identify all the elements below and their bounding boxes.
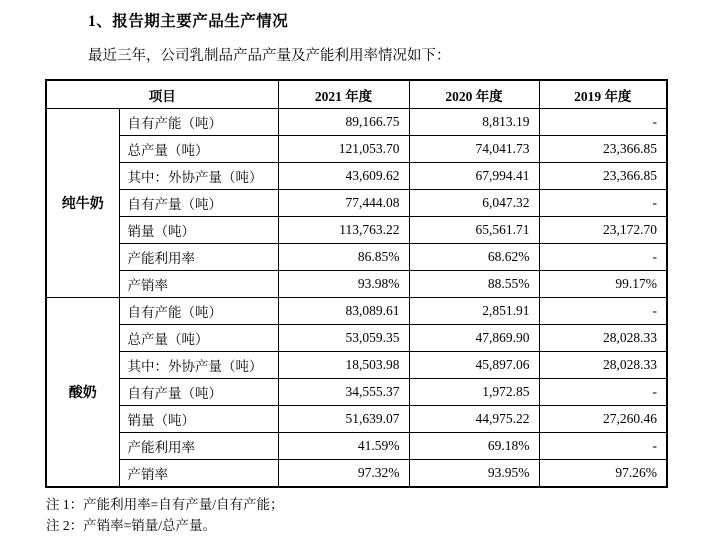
cell-2019: - bbox=[539, 433, 667, 460]
group-cell-pure-milk: 纯牛奶 bbox=[46, 109, 119, 298]
table-row bbox=[46, 163, 667, 190]
cell-2019: 28,028.33 bbox=[539, 325, 667, 352]
cell-2019: 97.26% bbox=[539, 460, 667, 488]
row-item-label: 自有产能（吨） bbox=[119, 298, 278, 325]
cell-2021: 41.59% bbox=[278, 433, 409, 460]
cell-2019: 23,172.70 bbox=[539, 217, 667, 244]
production-table bbox=[45, 79, 668, 488]
cell-2021: 97.32% bbox=[278, 460, 409, 488]
cell-2021: 34,555.37 bbox=[278, 379, 409, 406]
cell-2020: 74,041.73 bbox=[409, 136, 539, 163]
table-row bbox=[46, 244, 667, 271]
cell-2020: 8,813.19 bbox=[409, 109, 539, 136]
row-item-label: 自有产能（吨） bbox=[119, 109, 278, 136]
cell-2021: 77,444.08 bbox=[278, 190, 409, 217]
table-row bbox=[46, 433, 667, 460]
cell-2020: 6,047.32 bbox=[409, 190, 539, 217]
row-item-label: 自有产量（吨） bbox=[119, 379, 278, 406]
cell-2021: 113,763.22 bbox=[278, 217, 409, 244]
table-row bbox=[46, 271, 667, 298]
row-item-label: 销量（吨） bbox=[119, 217, 278, 244]
cell-2020: 47,869.90 bbox=[409, 325, 539, 352]
cell-2021: 83,089.61 bbox=[278, 298, 409, 325]
table-row bbox=[46, 190, 667, 217]
cell-2019: 23,366.85 bbox=[539, 163, 667, 190]
cell-2021: 18,503.98 bbox=[278, 352, 409, 379]
table-row bbox=[46, 379, 667, 406]
cell-2019: 99.17% bbox=[539, 271, 667, 298]
row-item-label: 总产量（吨） bbox=[119, 136, 278, 163]
cell-2019: 27,260.46 bbox=[539, 406, 667, 433]
cell-2020: 65,561.71 bbox=[409, 217, 539, 244]
footnote-1: 注 1：产能利用率=自有产量/自有产能； bbox=[46, 497, 284, 512]
cell-2020: 1,972.85 bbox=[409, 379, 539, 406]
row-item-label: 产能利用率 bbox=[119, 433, 278, 460]
row-item-label: 产销率 bbox=[119, 271, 278, 298]
cell-2020: 88.55% bbox=[409, 271, 539, 298]
cell-2021: 121,053.70 bbox=[278, 136, 409, 163]
row-item-label: 其中：外协产量（吨） bbox=[119, 163, 278, 190]
header-2019: 2019 年度 bbox=[539, 80, 667, 109]
cell-2019: 28,028.33 bbox=[539, 352, 667, 379]
header-item: 项目 bbox=[46, 80, 278, 109]
row-item-label: 总产量（吨） bbox=[119, 325, 278, 352]
cell-2019: - bbox=[539, 244, 667, 271]
cell-2019: - bbox=[539, 190, 667, 217]
table-row bbox=[46, 109, 667, 136]
row-item-label: 销量（吨） bbox=[119, 406, 278, 433]
cell-2020: 67,994.41 bbox=[409, 163, 539, 190]
cell-2021: 89,166.75 bbox=[278, 109, 409, 136]
section-subtitle: 最近三年，公司乳制品产品产量及产能利用率情况如下： bbox=[88, 48, 451, 64]
table-row bbox=[46, 352, 667, 379]
table-row bbox=[46, 406, 667, 433]
row-item-label: 自有产量（吨） bbox=[119, 190, 278, 217]
table-row bbox=[46, 136, 667, 163]
header-2021: 2021 年度 bbox=[278, 80, 409, 109]
cell-2020: 93.95% bbox=[409, 460, 539, 488]
table-row bbox=[46, 298, 667, 325]
cell-2021: 86.85% bbox=[278, 244, 409, 271]
header-2020: 2020 年度 bbox=[409, 80, 539, 109]
group-cell-yogurt: 酸奶 bbox=[46, 298, 119, 488]
cell-2019: - bbox=[539, 298, 667, 325]
footnotes bbox=[46, 494, 711, 536]
table-row bbox=[46, 325, 667, 352]
cell-2021: 93.98% bbox=[278, 271, 409, 298]
cell-2020: 2,851.91 bbox=[409, 298, 539, 325]
header-row bbox=[46, 80, 667, 109]
cell-2020: 69.18% bbox=[409, 433, 539, 460]
cell-2020: 44,975.22 bbox=[409, 406, 539, 433]
row-item-label: 其中：外协产量（吨） bbox=[119, 352, 278, 379]
cell-2020: 45,897.06 bbox=[409, 352, 539, 379]
cell-2019: 23,366.85 bbox=[539, 136, 667, 163]
cell-2021: 51,639.07 bbox=[278, 406, 409, 433]
table-row bbox=[46, 217, 667, 244]
table-row bbox=[46, 460, 667, 488]
cell-2021: 43,609.62 bbox=[278, 163, 409, 190]
row-item-label: 产销率 bbox=[119, 460, 278, 488]
cell-2020: 68.62% bbox=[409, 244, 539, 271]
footnote-2: 注 2：产销率=销量/总产量。 bbox=[46, 518, 216, 533]
cell-2019: - bbox=[539, 379, 667, 406]
section-title: 1、报告期主要产品生产情况 bbox=[88, 13, 289, 30]
row-item-label: 产能利用率 bbox=[119, 244, 278, 271]
cell-2021: 53,059.35 bbox=[278, 325, 409, 352]
cell-2019: - bbox=[539, 109, 667, 136]
